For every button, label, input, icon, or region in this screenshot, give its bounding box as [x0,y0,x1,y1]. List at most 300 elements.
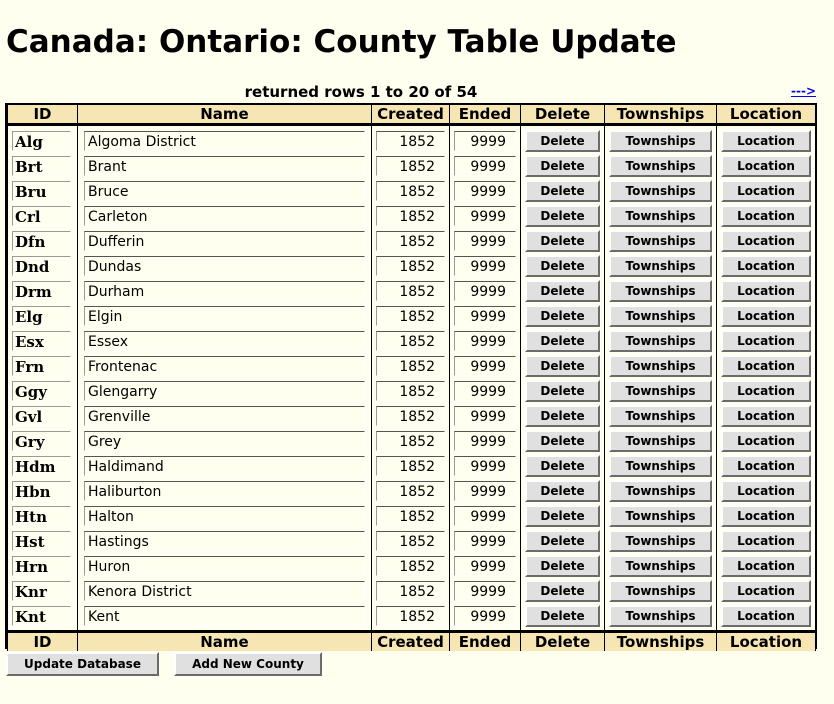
header-delete: Delete [521,105,605,125]
table-row [8,303,816,328]
footer-townships: Townships [605,632,717,652]
townships-button[interactable]: Townships [609,380,712,402]
cell-delete [521,278,605,303]
location-button[interactable]: Location [721,380,811,402]
header-created: Created [372,105,450,125]
created-field[interactable]: 1852 [376,481,445,501]
ended-field[interactable]: 9999 [454,406,516,426]
ended-field[interactable]: 9999 [454,606,516,626]
rows-info: returned rows 1 to 20 of 54 [244,83,478,101]
location-button[interactable]: Location [721,530,811,552]
cell-created [372,153,450,178]
delete-button[interactable]: Delete [525,455,600,477]
table-row [8,453,816,478]
id-field[interactable]: Ggy [12,381,71,401]
cell-created [372,578,450,603]
created-field[interactable]: 1852 [376,281,445,301]
created-field[interactable]: 1852 [376,606,445,626]
table-header-row [8,105,816,125]
header-id: ID [8,105,78,125]
cell-delete [521,428,605,453]
cell-ended [450,478,521,503]
table-row [8,403,816,428]
id-field[interactable]: Hst [12,531,71,551]
cell-name [78,503,372,528]
add-new-county-button[interactable]: Add New County [174,652,322,676]
ended-field[interactable]: 9999 [454,381,516,401]
update-database-button[interactable]: Update Database [6,652,159,676]
cell-name [78,428,372,453]
name-field[interactable]: Halton [84,506,365,526]
created-field[interactable]: 1852 [376,381,445,401]
id-field[interactable]: Hbn [12,481,71,501]
cell-ended [450,253,521,278]
cell-name [78,125,372,154]
delete-button[interactable]: Delete [525,180,600,202]
townships-button[interactable]: Townships [609,230,712,252]
footer-created: Created [372,632,450,652]
cell-name [78,303,372,328]
id-field[interactable]: Hrn [12,556,71,576]
townships-button[interactable]: Townships [609,255,712,277]
townships-button[interactable]: Townships [609,455,712,477]
cell-delete [521,603,605,632]
id-field[interactable]: Hdm [12,456,71,476]
cell-location [717,228,816,253]
table-row [8,478,816,503]
cell-name [78,603,372,632]
cell-id [8,603,78,632]
id-field[interactable]: Dnd [12,256,71,276]
name-field[interactable]: Huron [84,556,365,576]
cell-name [78,403,372,428]
table-row [8,603,816,632]
cell-ended [450,403,521,428]
location-button[interactable]: Location [721,130,811,152]
delete-button[interactable]: Delete [525,155,600,177]
ended-field[interactable]: 9999 [454,456,516,476]
table-row [8,503,816,528]
id-field[interactable]: Knt [12,606,71,626]
delete-button[interactable]: Delete [525,480,600,502]
ended-field[interactable]: 9999 [454,506,516,526]
location-button[interactable]: Location [721,155,811,177]
cell-location [717,578,816,603]
cell-delete [521,203,605,228]
created-field[interactable]: 1852 [376,556,445,576]
name-field[interactable]: Haliburton [84,481,365,501]
page-title: Canada: Ontario: County Table Update [6,24,677,60]
name-field[interactable]: Glengarry [84,381,365,401]
townships-button[interactable]: Townships [609,155,712,177]
cell-townships [605,553,717,578]
townships-button[interactable]: Townships [609,480,712,502]
cell-delete [521,153,605,178]
cell-id [8,378,78,403]
townships-button[interactable]: Townships [609,605,712,627]
cell-ended [450,203,521,228]
footer-location: Location [717,632,816,652]
townships-button[interactable]: Townships [609,205,712,227]
cell-townships [605,178,717,203]
location-button[interactable]: Location [721,580,811,602]
townships-button[interactable]: Townships [609,580,712,602]
name-field[interactable]: Brant [84,156,365,176]
cell-id [8,278,78,303]
cell-location [717,453,816,478]
cell-name [78,578,372,603]
cell-id [8,125,78,154]
cell-delete [521,528,605,553]
created-field[interactable]: 1852 [376,156,445,176]
delete-button[interactable]: Delete [525,380,600,402]
table-row [8,353,816,378]
cell-location [717,403,816,428]
created-field[interactable]: 1852 [376,581,445,601]
location-button[interactable]: Location [721,305,811,327]
cell-delete [521,125,605,154]
name-field[interactable]: Frontenac [84,356,365,376]
cell-townships [605,503,717,528]
location-button[interactable]: Location [721,280,811,302]
cell-id [8,203,78,228]
name-field[interactable]: Elgin [84,306,365,326]
ended-field[interactable]: 9999 [454,231,516,251]
townships-button[interactable]: Townships [609,555,712,577]
id-field[interactable]: Bru [12,181,71,201]
name-field[interactable]: Dundas [84,256,365,276]
delete-button[interactable]: Delete [525,355,600,377]
cell-created [372,478,450,503]
id-field[interactable]: Esx [12,331,71,351]
cell-townships [605,353,717,378]
cell-location [717,303,816,328]
location-button[interactable]: Location [721,230,811,252]
cell-townships [605,203,717,228]
cell-location [717,353,816,378]
created-field[interactable]: 1852 [376,306,445,326]
cell-created [372,403,450,428]
id-field[interactable]: Dfn [12,231,71,251]
delete-button[interactable]: Delete [525,255,600,277]
cell-id [8,553,78,578]
cell-id [8,153,78,178]
ended-field[interactable]: 9999 [454,481,516,501]
delete-button[interactable]: Delete [525,430,600,452]
cell-id [8,503,78,528]
footer-name: Name [78,632,372,652]
created-field[interactable]: 1852 [376,231,445,251]
table-row [8,553,816,578]
created-field[interactable]: 1852 [376,406,445,426]
location-button[interactable]: Location [721,255,811,277]
id-field[interactable]: Brt [12,156,71,176]
header-ended: Ended [450,105,521,125]
delete-button[interactable]: Delete [525,305,600,327]
table-row [8,228,816,253]
cell-created [372,178,450,203]
delete-button[interactable]: Delete [525,230,600,252]
delete-button[interactable]: Delete [525,130,600,152]
cell-name [78,553,372,578]
cell-name [78,528,372,553]
created-field[interactable]: 1852 [376,331,445,351]
cell-location [717,603,816,632]
table-footer-row [8,632,816,652]
delete-button[interactable]: Delete [525,530,600,552]
cell-ended [450,603,521,632]
cell-id [8,353,78,378]
cell-name [78,278,372,303]
cell-name [78,453,372,478]
ended-field[interactable]: 9999 [454,531,516,551]
cell-townships [605,578,717,603]
location-button[interactable]: Location [721,430,811,452]
cell-delete [521,403,605,428]
cell-delete [521,328,605,353]
cell-id [8,303,78,328]
footer-ended: Ended [450,632,521,652]
cell-id [8,578,78,603]
cell-ended [450,378,521,403]
table-row [8,203,816,228]
ended-field[interactable]: 9999 [454,581,516,601]
ended-field[interactable]: 9999 [454,331,516,351]
id-field[interactable]: Alg [12,131,71,151]
id-field[interactable]: Crl [12,206,71,226]
cell-id [8,453,78,478]
cell-townships [605,603,717,632]
location-button[interactable]: Location [721,355,811,377]
townships-button[interactable]: Townships [609,355,712,377]
name-field[interactable]: Durham [84,281,365,301]
cell-ended [450,153,521,178]
ended-field[interactable]: 9999 [454,206,516,226]
name-field[interactable]: Kent [84,606,365,626]
name-field[interactable]: Grey [84,431,365,451]
location-button[interactable]: Location [721,455,811,477]
cell-townships [605,228,717,253]
cell-location [717,503,816,528]
cell-ended [450,125,521,154]
cell-delete [521,453,605,478]
id-field[interactable]: Gvl [12,406,71,426]
cell-delete [521,553,605,578]
delete-button[interactable]: Delete [525,555,600,577]
cell-delete [521,353,605,378]
cell-delete [521,478,605,503]
name-field[interactable]: Carleton [84,206,365,226]
cell-ended [450,303,521,328]
id-field[interactable]: Drm [12,281,71,301]
cell-location [717,553,816,578]
delete-button[interactable]: Delete [525,605,600,627]
cell-name [78,153,372,178]
cell-created [372,303,450,328]
location-button[interactable]: Location [721,205,811,227]
townships-button[interactable]: Townships [609,530,712,552]
id-field[interactable]: Elg [12,306,71,326]
cell-name [78,328,372,353]
cell-location [717,253,816,278]
cell-ended [450,503,521,528]
cell-created [372,528,450,553]
cell-ended [450,278,521,303]
cell-ended [450,178,521,203]
created-field[interactable]: 1852 [376,531,445,551]
created-field[interactable]: 1852 [376,356,445,376]
cell-location [717,378,816,403]
cell-townships [605,328,717,353]
footer-delete: Delete [521,632,605,652]
cell-created [372,603,450,632]
created-field[interactable]: 1852 [376,181,445,201]
cell-townships [605,303,717,328]
cell-ended [450,453,521,478]
location-button[interactable]: Location [721,555,811,577]
ended-field[interactable]: 9999 [454,256,516,276]
name-field[interactable]: Algoma District [84,131,365,151]
cell-name [78,253,372,278]
cell-ended [450,228,521,253]
table-row [8,528,816,553]
delete-button[interactable]: Delete [525,580,600,602]
created-field[interactable]: 1852 [376,456,445,476]
table-row [8,125,816,154]
cell-created [372,125,450,154]
table-row [8,578,816,603]
ended-field[interactable]: 9999 [454,181,516,201]
created-field[interactable]: 1852 [376,131,445,151]
name-field[interactable]: Bruce [84,181,365,201]
location-button[interactable]: Location [721,330,811,352]
cell-townships [605,378,717,403]
cell-id [8,178,78,203]
location-button[interactable]: Location [721,405,811,427]
cell-created [372,378,450,403]
name-field[interactable]: Essex [84,331,365,351]
cell-ended [450,528,521,553]
cell-location [717,478,816,503]
created-field[interactable]: 1852 [376,256,445,276]
created-field[interactable]: 1852 [376,506,445,526]
cell-created [372,253,450,278]
name-field[interactable]: Grenville [84,406,365,426]
name-field[interactable]: Haldimand [84,456,365,476]
name-field[interactable]: Hastings [84,531,365,551]
id-field[interactable]: Frn [12,356,71,376]
ended-field[interactable]: 9999 [454,156,516,176]
townships-button[interactable]: Townships [609,505,712,527]
created-field[interactable]: 1852 [376,431,445,451]
cell-created [372,453,450,478]
cell-name [78,178,372,203]
townships-button[interactable]: Townships [609,305,712,327]
delete-button[interactable]: Delete [525,505,600,527]
location-button[interactable]: Location [721,505,811,527]
delete-button[interactable]: Delete [525,205,600,227]
cell-location [717,203,816,228]
name-field[interactable]: Dufferin [84,231,365,251]
ended-field[interactable]: 9999 [454,431,516,451]
cell-location [717,178,816,203]
cell-id [8,253,78,278]
cell-id [8,328,78,353]
table-row [8,278,816,303]
cell-townships [605,403,717,428]
townships-button[interactable]: Townships [609,130,712,152]
cell-id [8,403,78,428]
cell-townships [605,428,717,453]
cell-location [717,278,816,303]
cell-delete [521,253,605,278]
cell-location [717,125,816,154]
id-field[interactable]: Knr [12,581,71,601]
cell-location [717,528,816,553]
ended-field[interactable]: 9999 [454,281,516,301]
header-location: Location [717,105,816,125]
ended-field[interactable]: 9999 [454,356,516,376]
created-field[interactable]: 1852 [376,206,445,226]
location-button[interactable]: Location [721,180,811,202]
table-body [8,125,816,632]
cell-created [372,428,450,453]
location-button[interactable]: Location [721,605,811,627]
cell-delete [521,178,605,203]
townships-button[interactable]: Townships [609,180,712,202]
cell-name [78,378,372,403]
table-row [8,153,816,178]
cell-id [8,228,78,253]
footer-id: ID [8,632,78,652]
cell-name [78,478,372,503]
cell-created [372,228,450,253]
cell-ended [450,353,521,378]
townships-button[interactable]: Townships [609,280,712,302]
header-name: Name [78,105,372,125]
table-row [8,178,816,203]
id-field[interactable]: Gry [12,431,71,451]
townships-button[interactable]: Townships [609,405,712,427]
next-page-link[interactable]: ---> [791,84,816,98]
cell-name [78,353,372,378]
delete-button[interactable]: Delete [525,405,600,427]
cell-townships [605,278,717,303]
cell-ended [450,578,521,603]
cell-townships [605,528,717,553]
location-button[interactable]: Location [721,480,811,502]
cell-name [78,228,372,253]
cell-name [78,203,372,228]
cell-townships [605,453,717,478]
cell-id [8,428,78,453]
delete-button[interactable]: Delete [525,330,600,352]
ended-field[interactable]: 9999 [454,306,516,326]
townships-button[interactable]: Townships [609,430,712,452]
table-row [8,428,816,453]
ended-field[interactable]: 9999 [454,556,516,576]
cell-delete [521,578,605,603]
cell-delete [521,503,605,528]
cell-ended [450,428,521,453]
id-field[interactable]: Htn [12,506,71,526]
name-field[interactable]: Kenora District [84,581,365,601]
cell-created [372,278,450,303]
cell-created [372,328,450,353]
townships-button[interactable]: Townships [609,330,712,352]
delete-button[interactable]: Delete [525,280,600,302]
ended-field[interactable]: 9999 [454,131,516,151]
